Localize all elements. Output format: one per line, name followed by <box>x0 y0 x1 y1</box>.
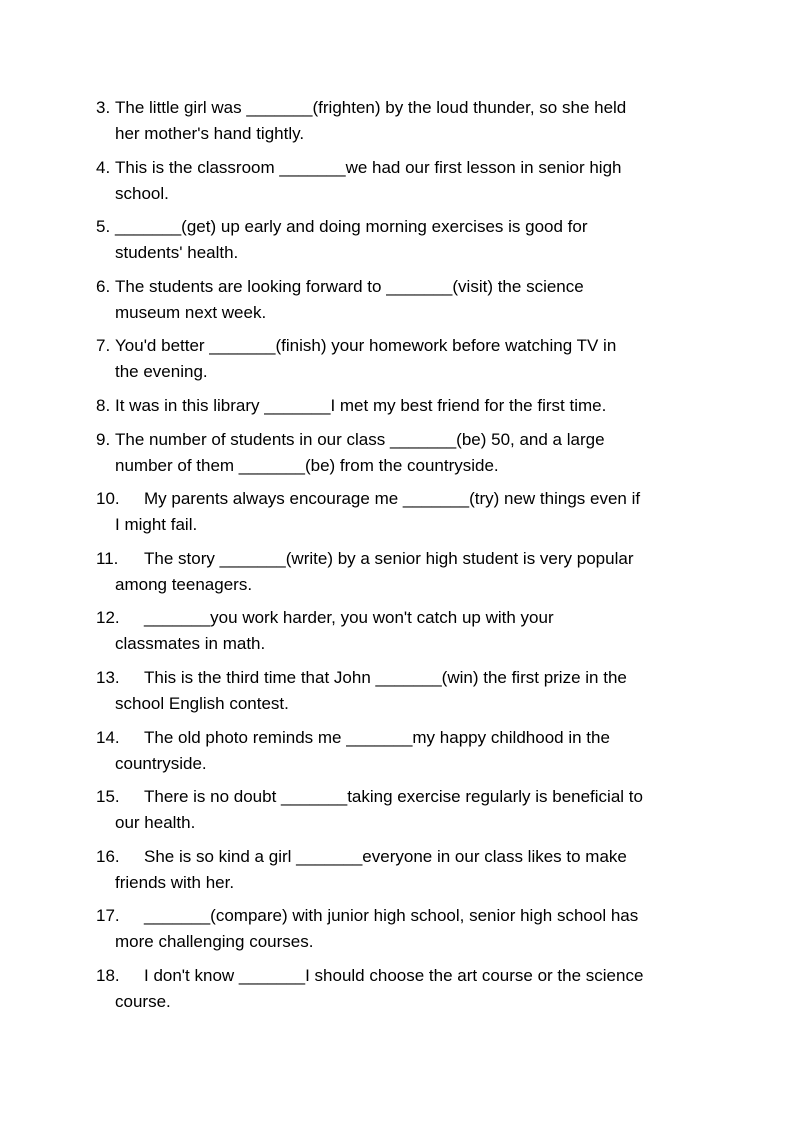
question-text-line: museum next week. <box>115 302 267 322</box>
question-number: 4. <box>96 157 111 177</box>
question-text-line: The little girl was _______(frighten) by the loud thunder, so she held <box>115 98 627 117</box>
question-text-line: My parents always encourage me _______(try) new things even if <box>144 489 641 509</box>
question-text-line: _______you work harder, you won't catch up with your <box>144 608 554 628</box>
question-text-line: The number of students in our class _______(be) 50, and a large <box>115 429 605 449</box>
question-text-line: among teenagers. <box>115 574 253 594</box>
question-text-line: _______(compare) with junior high school, senior high school has <box>144 906 639 926</box>
question-list <box>96 95 706 1023</box>
question-number: 9. <box>96 429 111 449</box>
question-item <box>96 274 706 326</box>
question-text-line: The old photo reminds me _______my happy childhood in the <box>144 727 610 747</box>
question-number: 11. <box>96 548 119 568</box>
question-number: 5. <box>96 217 111 237</box>
question-item <box>96 665 706 717</box>
question-text-line: students' health. <box>115 243 239 263</box>
question-item <box>96 155 706 207</box>
question-item <box>96 725 706 777</box>
question-item <box>96 784 706 836</box>
question-text-line: countryside. <box>115 753 207 773</box>
question-number: 16. <box>96 846 120 866</box>
question-number: 12. <box>96 608 120 628</box>
question-number: 3. <box>96 98 111 117</box>
question-item <box>96 903 706 955</box>
question-item <box>96 963 706 1015</box>
question-text-line: There is no doubt _______taking exercise regularly is beneficial to <box>144 787 643 807</box>
question-text-line: course. <box>115 991 171 1011</box>
question-text-line: the evening. <box>115 362 208 382</box>
question-text-line: This is the classroom _______we had our first lesson in senior high <box>115 157 622 177</box>
question-text-line: our health. <box>115 813 196 833</box>
question-number: 18. <box>96 965 120 985</box>
question-item <box>96 393 706 419</box>
question-text-line: _______(get) up early and doing morning exercises is good for <box>115 217 588 237</box>
question-number: 10. <box>96 489 120 509</box>
question-text-line: She is so kind a girl _______everyone in our class likes to make <box>144 846 627 866</box>
question-text-line: more challenging courses. <box>115 932 314 952</box>
question-text-line: classmates in math. <box>115 634 266 654</box>
question-item <box>96 333 706 385</box>
question-item <box>96 214 706 266</box>
question-text-line: You'd better _______(finish) your homework before watching TV in <box>115 336 617 356</box>
question-text-line: It was in this library _______I met my best friend for the first time. <box>115 395 607 415</box>
question-number: 13. <box>96 667 120 687</box>
question-item <box>96 95 706 147</box>
question-text-line: her mother's hand tightly. <box>115 124 305 143</box>
question-number: 15. <box>96 787 120 807</box>
question-text-line: I might fail. <box>115 515 198 535</box>
question-text-line: school English contest. <box>115 693 289 713</box>
question-item <box>96 605 706 657</box>
question-number: 17. <box>96 906 120 926</box>
question-text-line: The students are looking forward to _______(visit) the science <box>115 276 584 296</box>
question-number: 14. <box>96 727 120 747</box>
question-text-line: This is the third time that John _______(win) the first prize in the <box>144 667 627 687</box>
question-number: 8. <box>96 395 111 415</box>
question-number: 7. <box>96 336 111 356</box>
question-text-line: school. <box>115 183 169 203</box>
question-item <box>96 546 706 598</box>
question-number: 6. <box>96 276 111 296</box>
question-item <box>96 427 706 479</box>
question-text-line: I don't know _______I should choose the art course or the science <box>144 965 644 985</box>
question-text-line: friends with her. <box>115 872 235 892</box>
question-text-line: The story _______(write) by a senior high student is very popular <box>144 548 634 568</box>
question-text-line: number of them _______(be) from the countryside. <box>115 455 499 475</box>
question-item <box>96 486 706 538</box>
question-item <box>96 844 706 896</box>
